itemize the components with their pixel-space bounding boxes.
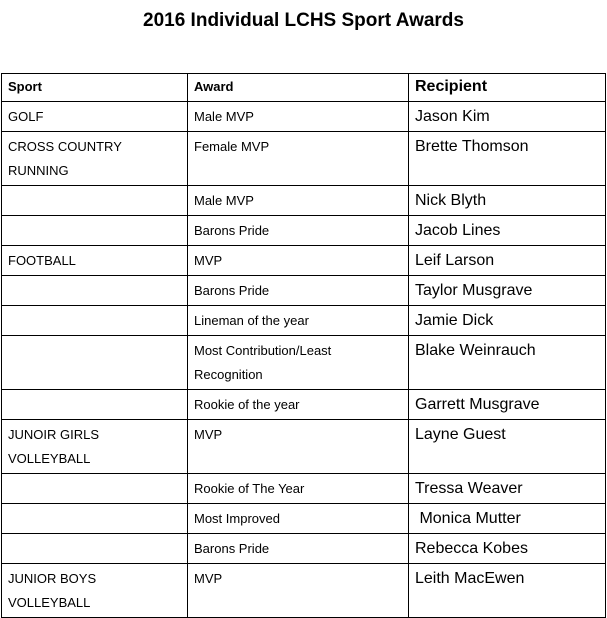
recipient-cell-text: Taylor Musgrave — [415, 282, 533, 299]
recipient-cell-text: Brette Thomson — [415, 138, 529, 155]
award-cell — [188, 132, 409, 186]
recipient-cell — [409, 336, 606, 390]
award-cell-text: Rookie of the year — [194, 397, 300, 412]
sport-cell-text: JUNIOR BOYS VOLLEYBALL — [8, 571, 97, 610]
sport-cell — [2, 306, 188, 336]
table-row — [2, 390, 606, 420]
recipient-cell — [409, 564, 606, 618]
award-cell — [188, 534, 409, 564]
award-cell-text: Barons Pride — [194, 223, 270, 238]
sport-cell — [2, 390, 188, 420]
recipient-cell — [409, 474, 606, 504]
recipient-cell — [409, 504, 606, 534]
sport-cell-text: GOLF — [8, 109, 44, 124]
table-row — [2, 246, 606, 276]
award-cell-text: MVP — [194, 253, 223, 268]
sport-cell — [2, 504, 188, 534]
recipient-cell-text: Nick Blyth — [415, 192, 487, 209]
award-cell — [188, 216, 409, 246]
sport-cell — [2, 102, 188, 132]
award-cell — [188, 504, 409, 534]
table-row — [2, 276, 606, 306]
award-cell — [188, 564, 409, 618]
recipient-cell — [409, 534, 606, 564]
award-cell-text: MVP — [194, 427, 223, 442]
recipient-cell-text: Leith MacEwen — [415, 570, 525, 587]
sport-cell-text: FOOTBALL — [8, 253, 76, 268]
recipient-cell-text: Layne Guest — [415, 426, 506, 443]
award-cell-text: Male MVP — [194, 193, 254, 208]
recipient-cell-text: Tressa Weaver — [415, 480, 523, 497]
table-row — [2, 474, 606, 504]
recipient-cell-text: Jamie Dick — [415, 312, 494, 329]
table-row — [2, 504, 606, 534]
sport-cell — [2, 534, 188, 564]
page-title: 2016 Individual LCHS Sport Awards — [143, 10, 464, 31]
award-cell-text: Male MVP — [194, 109, 254, 124]
table-row — [2, 534, 606, 564]
award-cell — [188, 276, 409, 306]
recipient-cell — [409, 306, 606, 336]
recipient-cell-text: Leif Larson — [415, 252, 495, 269]
recipient-cell — [409, 276, 606, 306]
table-row — [2, 336, 606, 390]
award-cell — [188, 390, 409, 420]
table-row — [2, 216, 606, 246]
award-cell-text: MVP — [194, 571, 223, 586]
award-cell-text: Barons Pride — [194, 283, 270, 298]
recipient-cell — [409, 186, 606, 216]
award-cell — [188, 186, 409, 216]
recipient-cell-text: Rebecca Kobes — [415, 540, 528, 557]
table-row — [2, 102, 606, 132]
award-cell-text: Rookie of The Year — [194, 481, 305, 496]
awards-table — [1, 73, 606, 618]
sport-cell-text: JUNOIR GIRLS VOLLEYBALL — [8, 427, 100, 466]
recipient-cell-text: Monica Mutter — [415, 510, 521, 527]
recipient-cell — [409, 420, 606, 474]
sport-cell — [2, 276, 188, 306]
recipient-cell — [409, 132, 606, 186]
award-cell-text: Barons Pride — [194, 541, 270, 556]
award-cell — [188, 306, 409, 336]
table-header-row — [2, 74, 606, 102]
sport-cell — [2, 474, 188, 504]
recipient-cell — [409, 246, 606, 276]
table-row — [2, 420, 606, 474]
recipient-cell — [409, 102, 606, 132]
column-header-recipient: Recipient — [409, 74, 606, 102]
recipient-cell-text: Jason Kim — [415, 108, 490, 125]
award-cell — [188, 246, 409, 276]
sport-cell — [2, 186, 188, 216]
award-cell — [188, 102, 409, 132]
recipient-cell — [409, 390, 606, 420]
awards-table-body — [2, 74, 606, 618]
sport-cell — [2, 246, 188, 276]
table-row — [2, 186, 606, 216]
recipient-cell-text: Jacob Lines — [415, 222, 501, 239]
award-cell — [188, 474, 409, 504]
sport-cell — [2, 216, 188, 246]
sport-cell — [2, 564, 188, 618]
award-cell-text: Most Contribution/Least Recognition — [194, 343, 332, 382]
sport-cell-text: CROSS COUNTRY RUNNING — [8, 139, 122, 178]
table-row — [2, 306, 606, 336]
recipient-cell — [409, 216, 606, 246]
award-cell-text: Most Improved — [194, 511, 280, 526]
column-header-award: Award — [188, 74, 409, 102]
sport-cell — [2, 420, 188, 474]
sport-cell — [2, 336, 188, 390]
sport-cell — [2, 132, 188, 186]
award-cell — [188, 336, 409, 390]
award-cell-text: Female MVP — [194, 139, 270, 154]
table-row — [2, 132, 606, 186]
award-cell-text: Lineman of the year — [194, 313, 309, 328]
award-cell — [188, 420, 409, 474]
recipient-cell-text: Garrett Musgrave — [415, 396, 540, 413]
table-row — [2, 564, 606, 618]
column-header-sport: Sport — [2, 74, 188, 102]
recipient-cell-text: Blake Weinrauch — [415, 342, 536, 359]
